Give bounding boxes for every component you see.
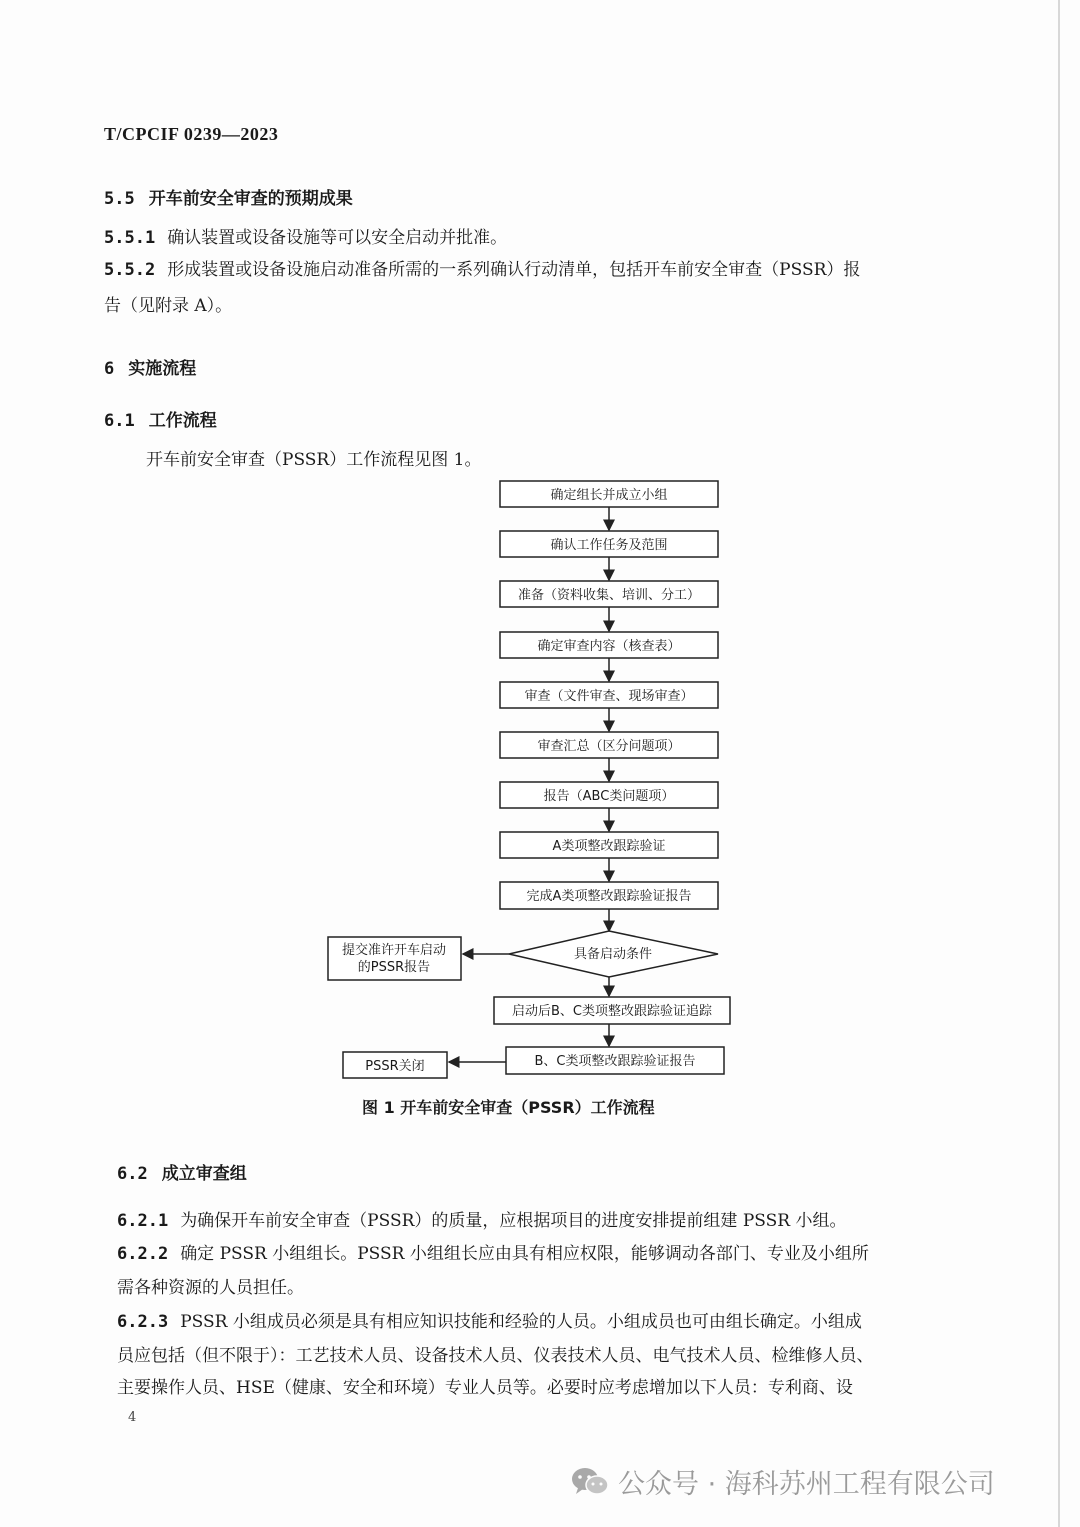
section-title: 开车前安全审查的预期成果 bbox=[148, 189, 353, 209]
flow-step: 确认工作任务及范围 bbox=[550, 538, 668, 553]
section-title: 实施流程 bbox=[128, 359, 197, 379]
clause-6-2-3 bbox=[117, 1305, 862, 1339]
flow-intro: 开车前安全审查（PSSR）工作流程见图 1。 bbox=[146, 450, 482, 470]
clause-6-2-3-cont: 员应包括（但不限于）：工艺技术人员、设备技术人员、仪表技术人员、电气技术人员、检维修人员、 bbox=[117, 1346, 874, 1366]
decision-label: 具备启动条件 bbox=[573, 947, 653, 962]
document-id: T/CPCIF 0239—2023 bbox=[104, 124, 279, 144]
side-label-line1: 提交准许开车启动 bbox=[341, 943, 447, 958]
flow-step: 报告（ABC类问题项） bbox=[543, 789, 675, 804]
clause-5-5-2-cont: 告（见附录 A）。 bbox=[104, 296, 233, 316]
close-label: PSSR关闭 bbox=[365, 1059, 425, 1074]
section-number: 6.1 bbox=[104, 411, 135, 431]
flow-step: 启动后B、C类项整改跟踪验证追踪 bbox=[512, 1004, 712, 1019]
section-title: 成立审查组 bbox=[161, 1164, 247, 1184]
flow-step: B、C类项整改跟踪验证报告 bbox=[534, 1054, 696, 1069]
clause-6-2-2 bbox=[117, 1237, 869, 1271]
flow-step: A类项整改跟踪验证 bbox=[552, 839, 666, 854]
heading-6-2 bbox=[117, 1159, 247, 1184]
flow-step: 审查汇总（区分问题项） bbox=[537, 739, 681, 754]
section-number: 5.5 bbox=[104, 189, 135, 209]
clause-text: 形成装置或设备设施启动准备所需的一系列确认行动清单，包括开车前安全审查（PSSR）报 bbox=[167, 260, 861, 280]
side-label-line2: 的PSSR报告 bbox=[357, 960, 431, 975]
clause-number: 6.2.1 bbox=[117, 1211, 169, 1231]
flow-step: 确定审查内容（核查表） bbox=[537, 639, 681, 654]
flow-step: 准备（资料收集、培训、分工） bbox=[517, 588, 701, 603]
clause-6-2-2-cont: 需各种资源的人员担任。 bbox=[117, 1278, 304, 1298]
watermark-text: 公众号 · 海科苏州工程有限公司 bbox=[618, 1469, 995, 1500]
clause-text: 为确保开车前安全审查（PSSR）的质量，应根据项目的进度安排提前组建 PSSR 小组。 bbox=[180, 1211, 847, 1231]
clause-number: 5.5.2 bbox=[104, 260, 156, 280]
clause-text: 确定 PSSR 小组组长。PSSR 小组组长应由具有相应权限，能够调动各部门、专业及小组所 bbox=[180, 1244, 869, 1264]
flow-step: 确定组长并成立小组 bbox=[550, 488, 668, 503]
clause-number: 5.5.1 bbox=[104, 228, 156, 248]
clause-number: 6.2.2 bbox=[117, 1244, 169, 1264]
clause-6-2-1 bbox=[117, 1204, 846, 1238]
flow-step: 完成A类项整改跟踪验证报告 bbox=[526, 889, 692, 904]
clause-number: 6.2.3 bbox=[117, 1312, 169, 1332]
clause-text: 确认装置或设备设施等可以安全启动并批准。 bbox=[167, 228, 508, 248]
section-title: 工作流程 bbox=[148, 411, 217, 431]
section-number: 6.2 bbox=[117, 1164, 148, 1184]
section-number: 6 bbox=[104, 359, 115, 379]
clause-text: PSSR 小组成员必须是具有相应知识技能和经验的人员。小组成员也可由组长确定。小组成 bbox=[180, 1312, 862, 1332]
figure-caption: 图 1 开车前安全审查（PSSR）工作流程 bbox=[362, 1098, 655, 1117]
wechat-icon bbox=[570, 1465, 610, 1499]
page-number: 4 bbox=[128, 1410, 137, 1425]
flow-step: 审查（文件审查、现场审查） bbox=[524, 689, 694, 704]
clause-6-2-3-cont: 主要操作人员、HSE（健康、安全和环境）专业人员等。必要时应考虑增加以下人员：专利商、设 bbox=[117, 1378, 853, 1398]
watermark bbox=[570, 1462, 995, 1501]
